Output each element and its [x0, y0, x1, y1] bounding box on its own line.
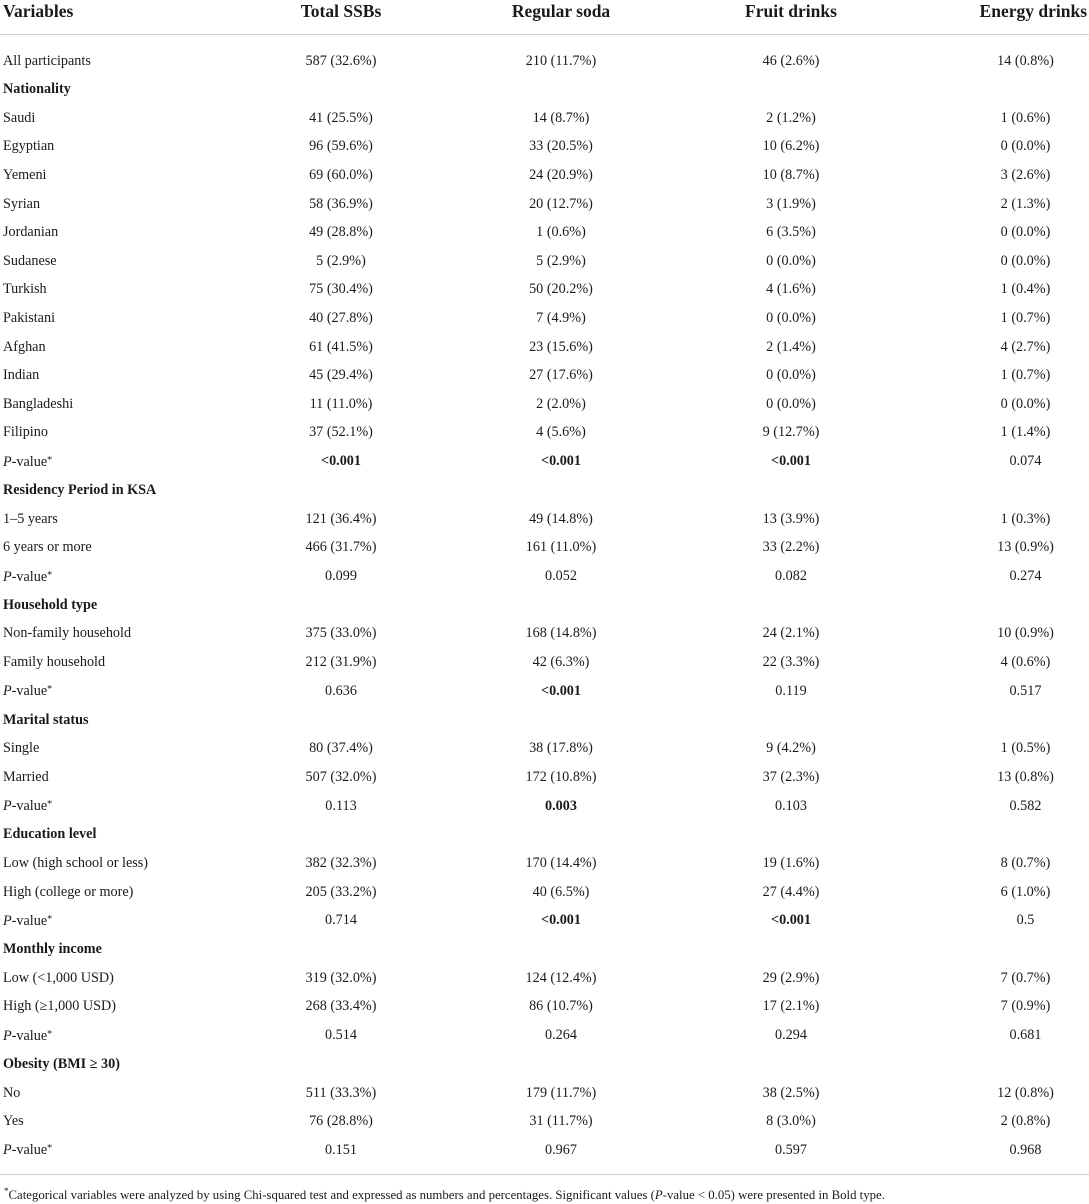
p-value-energy-drinks: 0.074 — [1009, 453, 1042, 470]
cell-total-ssbs: 41 (25.5%) — [309, 109, 373, 126]
p-value-regular-soda: <0.001 — [540, 912, 581, 929]
cell-fruit-drinks: 0 (0.0%) — [766, 252, 816, 269]
table-row — [0, 734, 1089, 763]
cell-fruit-drinks: 2 (1.2%) — [766, 109, 816, 126]
cell-regular-soda: 168 (14.8%) — [525, 625, 597, 642]
p-value-energy-drinks: 0.968 — [1009, 1141, 1042, 1158]
row-label: Afghan — [3, 338, 46, 355]
cell-fruit-drinks: 33 (2.2%) — [762, 539, 820, 556]
cell-fruit-drinks: 37 (2.3%) — [762, 768, 820, 785]
table-row — [0, 418, 1089, 447]
row-label: Yes — [3, 1113, 24, 1130]
p-value-regular-soda: 0.003 — [545, 797, 577, 814]
table-body — [0, 35, 1089, 1165]
p-marker: * — [47, 1143, 53, 1155]
p-marker: * — [47, 913, 53, 925]
p-value-energy-drinks: 0.5 — [1016, 912, 1035, 929]
cell-fruit-drinks: 29 (2.9%) — [762, 969, 820, 986]
cell-fruit-drinks: 24 (2.1%) — [762, 625, 820, 642]
cell-energy-drinks: 0 (0.0%) — [1000, 224, 1051, 241]
cell-regular-soda: 40 (6.5%) — [532, 883, 590, 900]
cell-total-ssbs: 375 (33.0%) — [305, 625, 377, 642]
cell-fruit-drinks: 22 (3.3%) — [762, 653, 820, 670]
cell-regular-soda: 179 (11.7%) — [525, 1084, 597, 1101]
cell-fruit-drinks: 0 (0.0%) — [766, 395, 816, 412]
row-label: Indian — [3, 367, 40, 384]
cell-energy-drinks: 7 (0.7%) — [1000, 969, 1051, 986]
p-value-label — [0, 791, 238, 820]
cell-energy-drinks: 0 (0.0%) — [1000, 395, 1051, 412]
p-rest: -value — [11, 912, 48, 929]
p-value-regular-soda: <0.001 — [540, 682, 581, 699]
cell-energy-drinks: 0 (0.0%) — [1000, 138, 1051, 155]
footnote-p-italic: P — [654, 1188, 663, 1202]
cell-total-ssbs: 121 (36.4%) — [305, 510, 377, 527]
cell-energy-drinks: 13 (0.8%) — [997, 768, 1054, 785]
cell-total-ssbs: 61 (41.5%) — [309, 338, 373, 355]
p-marker: * — [47, 684, 53, 696]
cell-regular-soda: 42 (6.3%) — [532, 653, 590, 670]
table-row — [0, 619, 1089, 648]
section-label: Marital status — [3, 711, 89, 728]
p-rest: -value — [11, 798, 48, 815]
p-value-fruit-drinks: <0.001 — [770, 912, 811, 929]
p-value-label — [0, 562, 238, 591]
section-header-row — [0, 705, 1089, 734]
cell-regular-soda: 1 (0.6%) — [536, 224, 586, 241]
p-value-label — [0, 1135, 238, 1164]
cell-energy-drinks: 1 (0.6%) — [1000, 109, 1051, 126]
cell-regular-soda: 49 (14.8%) — [529, 510, 593, 527]
header-regular-soda: Regular soda — [444, 0, 678, 35]
cell-total-ssbs: 69 (60.0%) — [309, 167, 373, 184]
cell-total-ssbs: 587 (32.6%) — [305, 53, 377, 69]
p-value-row — [0, 1021, 1089, 1050]
row-label: Syrian — [3, 195, 41, 212]
p-value-row — [0, 906, 1089, 935]
p-italic: P — [3, 912, 12, 929]
section-label: Residency Period in KSA — [3, 482, 157, 499]
table-header-row — [0, 0, 1089, 35]
p-value-fruit-drinks: 0.103 — [775, 797, 807, 814]
row-label: Yemeni — [3, 167, 47, 184]
footnote-text-after: -value < 0.05) were presented in Bold type. — [662, 1188, 885, 1202]
cell-fruit-drinks: 10 (6.2%) — [762, 138, 820, 155]
cell-total-ssbs: 37 (52.1%) — [309, 424, 373, 441]
p-value-regular-soda: <0.001 — [540, 453, 581, 470]
cell-energy-drinks: 7 (0.9%) — [1000, 998, 1051, 1015]
cell-regular-soda: 161 (11.0%) — [525, 539, 597, 556]
cell-energy-drinks: 1 (0.3%) — [1000, 510, 1051, 527]
row-label: Filipino — [3, 424, 48, 441]
p-value-energy-drinks: 0.517 — [1009, 682, 1042, 699]
table-footnote — [4, 1182, 1084, 1204]
row-label: Turkish — [3, 281, 47, 298]
p-value-fruit-drinks: 0.597 — [775, 1141, 807, 1158]
cell-fruit-drinks: 0 (0.0%) — [766, 367, 816, 384]
p-value-regular-soda: 0.264 — [545, 1027, 577, 1044]
cell-total-ssbs: 96 (59.6%) — [309, 138, 373, 155]
row-label: Family household — [3, 653, 106, 670]
section-label: Household type — [3, 596, 98, 613]
cell-energy-drinks: 1 (0.4%) — [1000, 281, 1051, 298]
p-marker: * — [47, 569, 53, 581]
cell-total-ssbs: 205 (33.2%) — [305, 883, 377, 900]
p-italic: P — [3, 798, 12, 815]
p-italic: P — [3, 453, 12, 470]
header-fruit-drinks: Fruit drinks — [678, 0, 904, 35]
cell-regular-soda: 86 (10.7%) — [529, 998, 593, 1015]
cell-total-ssbs: 11 (11.0%) — [309, 395, 373, 412]
table-row — [0, 104, 1089, 133]
cell-energy-drinks: 1 (0.7%) — [1000, 310, 1051, 327]
row-label: 1–5 years — [3, 510, 58, 527]
cell-energy-drinks: 0 (0.0%) — [1000, 252, 1051, 269]
table-row — [0, 275, 1089, 304]
table-row — [0, 849, 1089, 878]
section-label: Education level — [3, 826, 97, 843]
row-label: Non-family household — [3, 625, 132, 642]
cell-regular-soda: 23 (15.6%) — [529, 338, 593, 355]
table-row — [0, 304, 1089, 333]
cell-total-ssbs: 75 (30.4%) — [309, 281, 373, 298]
cell-energy-drinks: 1 (0.7%) — [1000, 367, 1051, 384]
table-row — [0, 762, 1089, 791]
row-label: Saudi — [3, 109, 36, 126]
table-row — [0, 390, 1089, 419]
p-value-total-ssbs: 0.151 — [325, 1141, 357, 1158]
p-italic: P — [3, 1142, 12, 1159]
cell-regular-soda: 38 (17.8%) — [529, 740, 593, 757]
section-label: Obesity (BMI ≥ 30) — [3, 1055, 120, 1072]
header-total-ssbs: Total SSBs — [238, 0, 444, 35]
cell-fruit-drinks: 9 (4.2%) — [766, 740, 816, 757]
cell-regular-soda: 2 (2.0%) — [536, 395, 586, 412]
cell-fruit-drinks: 27 (4.4%) — [762, 883, 820, 900]
cell-total-ssbs: 49 (28.8%) — [309, 224, 373, 241]
cell-energy-drinks: 3 (2.6%) — [1000, 167, 1051, 184]
footnote-divider — [0, 1174, 1089, 1175]
row-label: Low (<1,000 USD) — [3, 969, 114, 986]
cell-regular-soda: 33 (20.5%) — [529, 138, 593, 155]
p-rest: -value — [11, 683, 48, 700]
table-row — [0, 648, 1089, 677]
cell-fruit-drinks: 10 (8.7%) — [762, 167, 820, 184]
cell-energy-drinks: 4 (0.6%) — [1000, 653, 1051, 670]
p-value-fruit-drinks: 0.119 — [775, 682, 807, 699]
cell-total-ssbs: 40 (27.8%) — [309, 310, 373, 327]
p-value-total-ssbs: 0.714 — [325, 912, 357, 929]
cell-energy-drinks: 1 (1.4%) — [1000, 424, 1051, 441]
p-value-total-ssbs: 0.636 — [325, 682, 357, 699]
p-italic: P — [3, 683, 12, 700]
cell-total-ssbs: 466 (31.7%) — [305, 539, 377, 556]
cell-total-ssbs: 76 (28.8%) — [309, 1113, 373, 1130]
cell-total-ssbs: 58 (36.9%) — [309, 195, 373, 212]
p-marker: * — [47, 454, 53, 466]
section-header-row — [0, 75, 1089, 104]
cell-fruit-drinks: 38 (2.5%) — [762, 1084, 820, 1101]
cell-fruit-drinks: 8 (3.0%) — [766, 1113, 816, 1130]
cell-total-ssbs: 268 (33.4%) — [305, 998, 377, 1015]
table-row — [0, 332, 1089, 361]
p-value-energy-drinks: 0.274 — [1009, 568, 1042, 584]
cell-regular-soda: 210 (11.7%) — [525, 53, 597, 69]
row-label: 6 years or more — [3, 539, 92, 556]
row-label: Bangladeshi — [3, 395, 74, 412]
cell-energy-drinks: 4 (2.7%) — [1000, 338, 1051, 355]
p-rest: -value — [11, 1027, 48, 1044]
p-value-total-ssbs: 0.099 — [325, 568, 357, 584]
p-value-regular-soda: 0.052 — [545, 568, 577, 584]
cell-regular-soda: 4 (5.6%) — [536, 424, 586, 441]
cell-regular-soda: 27 (17.6%) — [529, 367, 593, 384]
p-value-regular-soda: 0.967 — [545, 1141, 577, 1158]
cell-regular-soda: 20 (12.7%) — [529, 195, 593, 212]
p-value-total-ssbs: <0.001 — [320, 453, 361, 470]
cell-fruit-drinks: 6 (3.5%) — [766, 224, 816, 241]
cell-energy-drinks: 14 (0.8%) — [997, 53, 1054, 69]
p-value-row — [0, 791, 1089, 820]
table-row — [0, 504, 1089, 533]
cell-total-ssbs: 511 (33.3%) — [305, 1084, 377, 1101]
cell-energy-drinks: 10 (0.9%) — [997, 625, 1054, 642]
cell-regular-soda: 31 (11.7%) — [529, 1113, 593, 1130]
row-label: No — [3, 1084, 21, 1101]
header-variables: Variables — [0, 0, 238, 35]
section-header-row — [0, 935, 1089, 964]
cell-regular-soda: 124 (12.4%) — [525, 969, 597, 986]
p-value-total-ssbs: 0.113 — [325, 797, 357, 814]
p-value-row — [0, 562, 1089, 591]
cell-energy-drinks: 8 (0.7%) — [1000, 854, 1051, 871]
cell-fruit-drinks: 19 (1.6%) — [762, 854, 820, 871]
cell-energy-drinks: 2 (1.3%) — [1000, 195, 1051, 212]
p-value-fruit-drinks: <0.001 — [770, 453, 811, 470]
row-label: Sudanese — [3, 252, 57, 269]
cell-fruit-drinks: 4 (1.6%) — [766, 281, 816, 298]
cell-energy-drinks: 2 (0.8%) — [1000, 1113, 1051, 1130]
table-row — [0, 963, 1089, 992]
cell-total-ssbs: 45 (29.4%) — [309, 367, 373, 384]
section-label: Monthly income — [3, 941, 102, 958]
cell-regular-soda: 24 (20.9%) — [529, 167, 593, 184]
p-italic: P — [3, 568, 12, 585]
p-value-energy-drinks: 0.582 — [1009, 797, 1042, 814]
table-row — [0, 992, 1089, 1021]
p-rest: -value — [11, 1142, 48, 1159]
cell-fruit-drinks: 0 (0.0%) — [766, 310, 816, 327]
cell-regular-soda: 170 (14.4%) — [525, 854, 597, 871]
row-label: Egyptian — [3, 138, 55, 155]
p-value-label — [0, 1021, 238, 1050]
footnote-marker: * — [4, 1186, 9, 1196]
p-value-row — [0, 1135, 1089, 1164]
p-rest: -value — [11, 453, 48, 470]
row-label: High (college or more) — [3, 883, 134, 900]
cell-total-ssbs: 5 (2.9%) — [316, 252, 366, 269]
p-italic: P — [3, 1027, 12, 1044]
row-label: Low (high school or less) — [3, 854, 149, 871]
cell-total-ssbs: 382 (32.3%) — [305, 854, 377, 871]
table-row — [0, 218, 1089, 247]
section-header-row — [0, 1050, 1089, 1079]
row-label: Pakistani — [3, 310, 56, 327]
p-marker: * — [47, 799, 53, 811]
cell-regular-soda: 172 (10.8%) — [525, 768, 597, 785]
p-value-energy-drinks: 0.681 — [1009, 1027, 1042, 1044]
cell-regular-soda: 5 (2.9%) — [536, 252, 586, 269]
section-header-row — [0, 476, 1089, 505]
row-label: Single — [3, 740, 40, 757]
section-header-row — [0, 820, 1089, 849]
section-label: Nationality — [3, 81, 71, 98]
cell-fruit-drinks: 13 (3.9%) — [762, 510, 820, 527]
p-rest: -value — [11, 568, 48, 585]
cell-fruit-drinks: 2 (1.4%) — [766, 338, 816, 355]
table-row — [0, 132, 1089, 161]
row-label: All participants — [3, 53, 91, 69]
p-value-label — [0, 676, 238, 705]
p-value-label — [0, 906, 238, 935]
table-row — [0, 1107, 1089, 1136]
table-row — [0, 35, 1089, 76]
p-value-fruit-drinks: 0.082 — [775, 568, 807, 584]
table-row — [0, 533, 1089, 562]
row-label: Married — [3, 768, 49, 785]
cell-fruit-drinks: 46 (2.6%) — [762, 53, 820, 69]
footnote-text-before: Categorical variables were analyzed by using Chi-squared test and expressed as numbers and percentages. Significant values ( — [8, 1188, 655, 1202]
cell-total-ssbs: 319 (32.0%) — [305, 969, 377, 986]
p-marker: * — [47, 1028, 53, 1040]
p-value-row — [0, 447, 1089, 476]
row-label: Jordanian — [3, 224, 59, 241]
p-value-label — [0, 447, 238, 476]
cell-regular-soda: 7 (4.9%) — [536, 310, 586, 327]
section-header-row — [0, 591, 1089, 620]
header-energy-drinks: Energy drinks — [904, 0, 1089, 35]
table-row — [0, 189, 1089, 218]
cell-fruit-drinks: 9 (12.7%) — [762, 424, 820, 441]
table-row — [0, 247, 1089, 276]
table-row — [0, 161, 1089, 190]
cell-regular-soda: 50 (20.2%) — [529, 281, 593, 298]
cell-total-ssbs: 507 (32.0%) — [305, 768, 377, 785]
cell-energy-drinks: 13 (0.9%) — [997, 539, 1054, 556]
table-row — [0, 1078, 1089, 1107]
cell-energy-drinks: 1 (0.5%) — [1000, 740, 1051, 757]
row-label: High (≥1,000 USD) — [3, 998, 117, 1015]
cell-total-ssbs: 212 (31.9%) — [305, 653, 377, 670]
cell-total-ssbs: 80 (37.4%) — [309, 740, 373, 757]
cell-regular-soda: 14 (8.7%) — [532, 109, 590, 126]
table-row — [0, 361, 1089, 390]
p-value-row — [0, 676, 1089, 705]
cell-energy-drinks: 12 (0.8%) — [997, 1084, 1054, 1101]
cell-fruit-drinks: 3 (1.9%) — [766, 195, 816, 212]
p-value-total-ssbs: 0.514 — [325, 1027, 357, 1044]
table-row — [0, 877, 1089, 906]
cell-energy-drinks: 6 (1.0%) — [1000, 883, 1051, 900]
cell-fruit-drinks: 17 (2.1%) — [762, 998, 820, 1015]
p-value-fruit-drinks: 0.294 — [775, 1027, 807, 1044]
